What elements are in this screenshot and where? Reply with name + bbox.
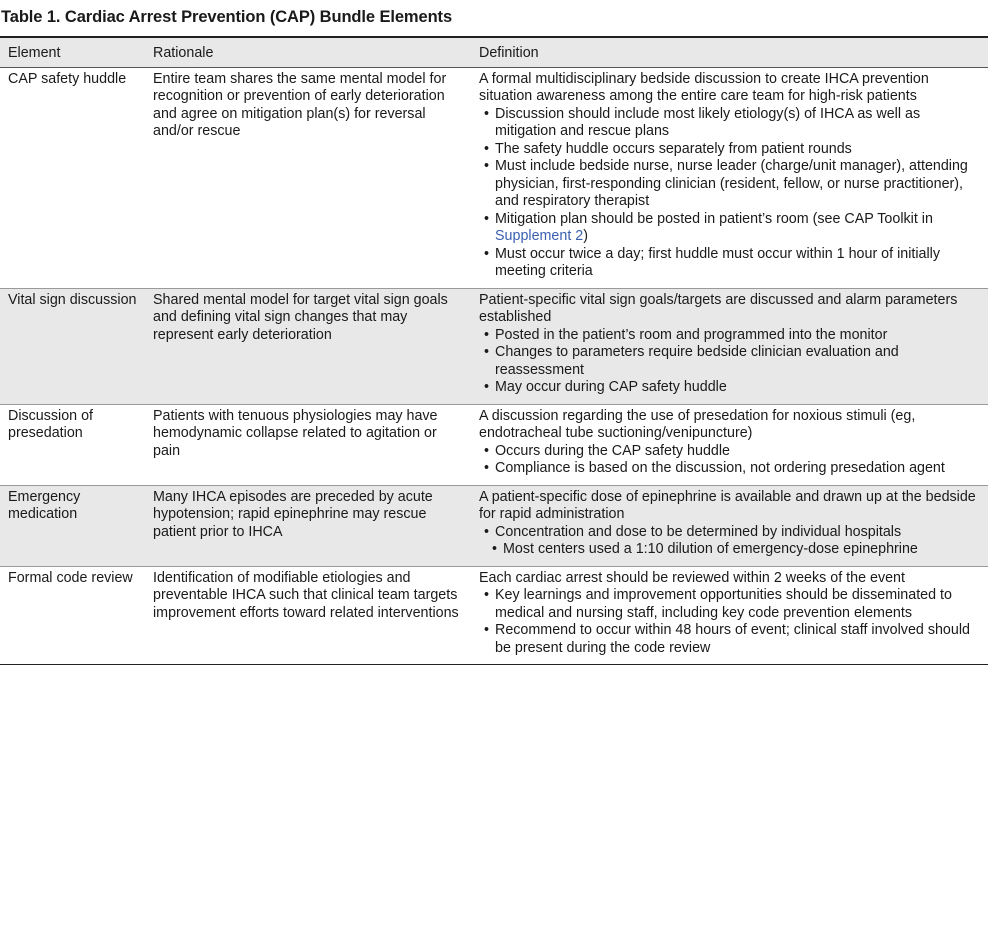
element-cell: Emergency medication [0,485,145,566]
header-element: Element [0,37,145,67]
bullet-item: • Recommend to occur within 48 hours of event; clinical staff involved should be present during the code review [479,622,980,657]
rationale-cell: Patients with tenuous physiologies may have hemodynamic collapse related to agitation or pain [145,404,471,485]
rationale-cell: Identification of modifiable etiologies and preventable IHCA such that clinical team targets improvement efforts toward related interventions [145,566,471,665]
element-cell: CAP safety huddle [0,67,145,288]
table-row [0,67,988,288]
definition-intro: Patient-specific vital sign goals/targets are discussed and alarm parameters established [479,291,958,325]
header-definition: Definition [471,37,988,67]
table-row [0,566,988,665]
bullet-item: • May occur during CAP safety huddle [479,379,980,397]
bundle-table [0,36,988,665]
definition-bullets [479,106,980,281]
supplement-link[interactable]: Supplement 2 [495,228,584,244]
rationale-cell: Entire team shares the same mental model for recognition or prevention of early deterioration and agree on mitigation plan(s) for reversal and/or rescue [145,67,471,288]
definition-bullets [479,587,980,657]
definition-bullets [479,443,980,478]
definition-bullets [479,524,980,559]
element-cell: Vital sign discussion [0,288,145,404]
bullet-item: • Occurs during the CAP safety huddle [479,443,980,461]
bullet-item: • Discussion should include most likely etiology(s) of IHCA as well as mitigation and rescue plans [479,106,980,141]
bullet-suffix: ) [583,228,588,244]
table-title: Table 1. Cardiac Arrest Prevention (CAP) Bundle Elements [1,8,453,26]
rationale-cell: Shared mental model for target vital sign goals and defining vital sign changes that may represent early deterioration [145,288,471,404]
definition-cell [471,288,988,404]
element-cell: Discussion of presedation [0,404,145,485]
element-cell: Formal code review [0,566,145,665]
bullet-item: • Concentration and dose to be determined by individual hospitals [479,524,980,542]
definition-cell [471,566,988,665]
rationale-cell: Many IHCA episodes are preceded by acute hypotension; rapid epinephrine may rescue patient prior to IHCA [145,485,471,566]
bullet-item: • Posted in the patient’s room and programmed into the monitor [479,327,980,345]
bullet-item: • Must occur twice a day; first huddle must occur within 1 hour of initially meeting criteria [479,246,980,281]
definition-intro: A discussion regarding the use of presedation for noxious stimuli (eg, endotracheal tube suctioning/venipuncture) [479,407,916,441]
header-row [0,37,988,67]
definition-cell [471,404,988,485]
bullet-item: • Must include bedside nurse, nurse leader (charge/unit manager), attending physician, first-responding clinician (resident, fellow, or nurse practitioner), and respiratory therapist [479,158,980,211]
definition-cell [471,67,988,288]
definition-intro: Each cardiac arrest should be reviewed within 2 weeks of the event [479,569,905,586]
bullet-text: Mitigation plan should be posted in patient’s room (see CAP Toolkit in [495,210,933,227]
definition-bullets [479,327,980,397]
table-row [0,288,988,404]
table-row [0,404,988,485]
definition-intro: A formal multidisciplinary bedside discussion to create IHCA prevention situation awareness among the entire care team for high-risk patients [479,70,929,104]
definition-intro: A patient-specific dose of epinephrine is available and drawn up at the bedside for rapid administration [479,488,976,522]
bullet-item: • The safety huddle occurs separately from patient rounds [479,141,980,159]
header-rationale: Rationale [145,37,471,67]
table-row [0,485,988,566]
bullet-item [479,211,980,246]
bullet-item: • Changes to parameters require bedside clinician evaluation and reassessment [479,344,980,379]
bullet-item: • Key learnings and improvement opportunities should be disseminated to medical and nursing staff, including key code prevention elements [479,587,980,622]
definition-cell [471,485,988,566]
sub-bullet-item: • Most centers used a 1:10 dilution of emergency-dose epinephrine [479,541,980,559]
bullet-item: • Compliance is based on the discussion, not ordering presedation agent [479,460,980,478]
